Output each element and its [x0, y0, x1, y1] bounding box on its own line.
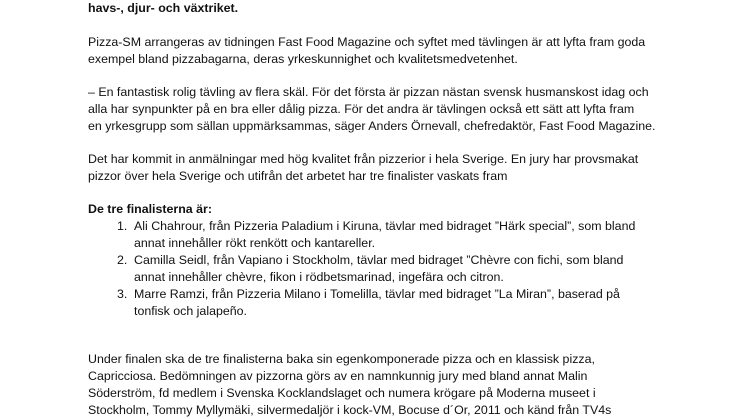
paragraph-line: exempel bland pizzabagarna, deras yrkeskunnighet och kvalitetsmedvetenhet. — [88, 52, 518, 66]
list-item-line: Marre Ramzi, från Pizzeria Milano i Tomelilla, tävlar med bidraget ”La Miran”, baserad på — [134, 287, 620, 301]
paragraph-line: Capricciosa. Bedömningen av pizzorna görs av en namnkunnig jury med bland annat Malin — [88, 369, 588, 383]
paragraph-line: Pizza-SM arrangeras av tidningen Fast Food Magazine och syftet med tävlingen är att lyfta fram goda — [88, 35, 646, 49]
paragraph-line: Det har kommit in anmälningar med hög kvalitet från pizzerior i hela Sverige. En jury har provsmakat — [88, 152, 639, 166]
paragraph-line: – En fantastisk rolig tävling av flera skäl. För det första är pizzan nästan svensk husmanskost idag och — [88, 85, 649, 99]
finalists-heading: De tre finalisterna är: — [88, 202, 212, 216]
paragraph-line: alla har synpunkter på en bra eller dålig pizza. För det andra är tävlingen också ett sätt att lyfta fram — [88, 102, 635, 116]
list-item-line: annat innehåller rökt renkött och kantareller. — [134, 236, 376, 250]
paragraph-line: Söderström, fd medlem i Svenska Kocklandslaget och numera krögare på Moderna museet i — [88, 386, 596, 400]
list-item-number: 1. — [117, 219, 128, 233]
list-item-line: Ali Chahrour, från Pizzeria Paladium i Kiruna, tävlar med bidraget ”Härk special”, som bland — [134, 219, 636, 233]
paragraph-line: Under finalen ska de tre finalisterna baka sin egenkomponerade pizza och en klassisk pizza, — [88, 352, 595, 366]
list-item-number: 3. — [117, 287, 128, 301]
list-item-line: Camilla Seidl, från Vapiano i Stockholm, tävlar med bidraget ”Chèvre con fichi, som bland — [134, 253, 624, 267]
list-item-line: annat innehåller chèvre, fikon i rödbetsmarinad, ingefära och citron. — [134, 270, 504, 284]
intro-tail-text: havs-, djur- och växtriket. — [88, 1, 239, 15]
paragraph-line: pizzor över hela Sverige och utifrån det arbetet har tre finalister vaskats fram — [88, 169, 508, 183]
paragraph-line: Stockholm, Tommy Myllymäki, silvermedaljör i kock-VM, Bocuse d´Or, 2011 och känd från TV4s — [88, 403, 612, 417]
list-item-line: tonfisk och jalapeño. — [134, 304, 247, 318]
list-item-number: 2. — [117, 253, 128, 267]
paragraph-line: en yrkesgrupp som sällan uppmärksammas, säger Anders Örnevall, chefredaktör, Fast Food Magazine. — [88, 119, 656, 133]
